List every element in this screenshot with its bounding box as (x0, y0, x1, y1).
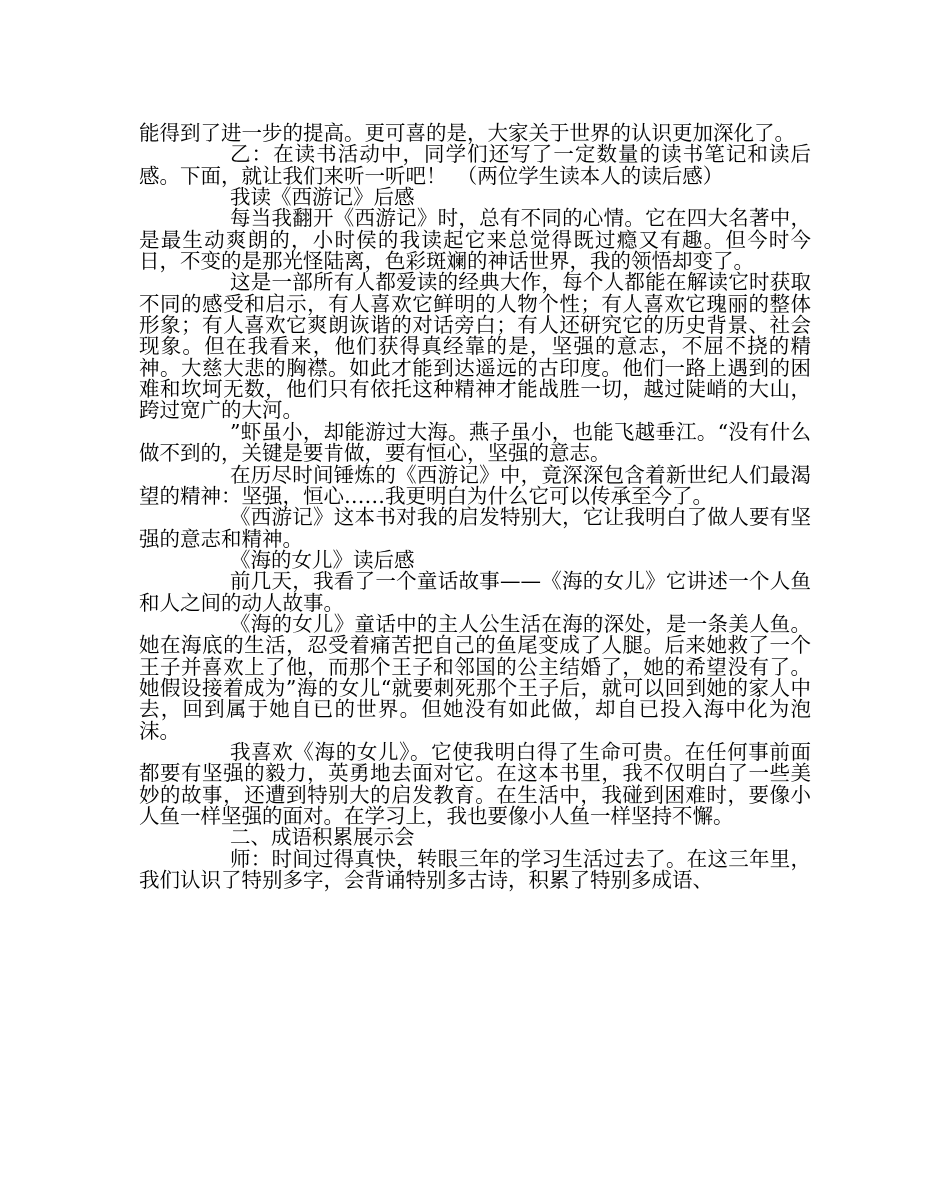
paragraph: 我喜欢《海的女儿》。它使我明白得了生命可贵。在任何事前面都要有坚强的毅力，英勇地去面对它。在这本书里，我不仅明白了一些美妙的故事，还遭到特别大的启发教育。在生活中，我碰到困难时，要像小人鱼一样坚强的面对。在学习上，我也要像小人鱼一样坚持不懈。 (139, 739, 811, 828)
paragraph: 《海的女儿》童话中的主人公生活在海的深处，是一条美人鱼。她在海底的生活，忍受着痛苦把自己的鱼尾变成了人腿。后来她救了一个王子并喜欢上了他，而那个王子和邻国的公主结婚了，她的希望没有了。她假设接着成为”海的女儿“就要刺死那个王子后，就可以回到她的家人中去，回到属于她自已的世界。但她没有如此做，却自已投入海中化为泡沫。 (139, 611, 811, 743)
paragraph-continuation: 能得到了进一步的提高。更可喜的是，大家关于世界的认识更加深化了。 (139, 121, 795, 145)
essay-title-little-mermaid: 《海的女儿》读后感 (230, 547, 415, 572)
paragraph: 《西游记》这本书对我的启发特别大，它让我明白了做人要有坚强的意志和精神。 (139, 505, 811, 551)
document-body (139, 123, 811, 891)
paragraph: 在历尽时间锤炼的《西游记》中，竟深深包含着新世纪人们最渴望的精神：坚强，恒心……我更明白为什么它可以传承至今了。 (139, 462, 811, 508)
paragraph: ”虾虽小，却能游过大海。燕子虽小，也能飞越垂江。“没有什么做不到的，关键是要肯做，要有恒心，坚强的意志。 (139, 419, 811, 466)
essay-title-journey-west: 我读《西游记》后感 (230, 185, 415, 210)
section-heading-idioms: 二、成语积累展示会 (230, 825, 415, 850)
paragraph: 前几天，我看了一个童话故事——《海的女儿》它讲述一个人鱼和人之间的动人故事。 (139, 569, 811, 615)
paragraph-reading-notes-intro: 乙：在读书活动中，同学们还写了一定数量的读书笔记和读后感。下面，就让我们来听一听吧！ （两位学生读本人的读后感） (139, 142, 811, 188)
paragraph: 这是一部所有人都爱读的经典大作，每个人都能在解读它时获取不同的感受和启示，有人喜欢它鲜明的人物个性；有人喜欢它瑰丽的整体形象；有人喜欢它爽朗诙谐的对话旁白；有人还研究它的历史背景、社会现象。但在我看来，他们获得真经靠的是，坚强的意志，不屈不挠的精神。大慈大悲的胸襟。如此才能到达遥远的古印度。他们一路上遇到的困难和坎坷无数，他们只有依托这种精神才能战胜一切，越过陡峭的大山，跨过宽广的大河。 (139, 270, 811, 423)
paragraph: 师：时间过得真快，转眼三年的学习生活过去了。在这三年里，我们认识了特别多字，会背诵特别多古诗，积累了特别多成语、 (139, 846, 811, 893)
paragraph: 每当我翻开《西游记》时，总有不同的心情。它在四大名著中，是最生动爽朗的，小时侯的我读起它来总觉得既过瘾又有趣。但今时今日，不变的是那光怪陆离，色彩斑斓的神话世界，我的领悟却变了。 (139, 206, 811, 274)
